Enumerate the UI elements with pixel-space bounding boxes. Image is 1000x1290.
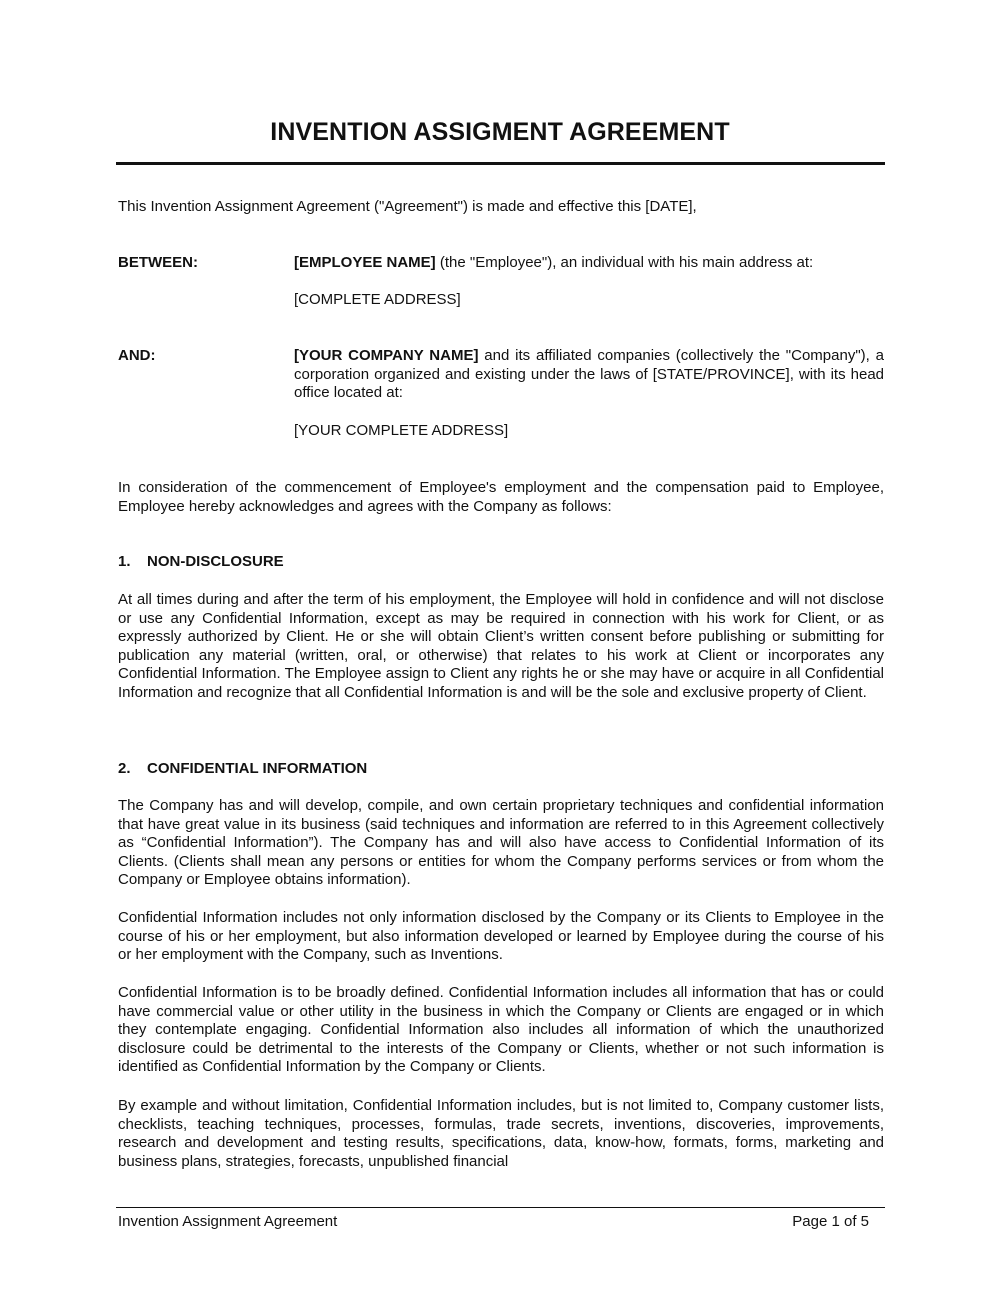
confidential-paragraph-2: Confidential Information includes not only information disclosed by the Company or its Clients to Employee in the course of his or her employment, but also information developed or learned by Employee during the course of his or her employment with the Company, such as Inventions. bbox=[118, 909, 884, 964]
section-title: CONFIDENTIAL INFORMATION bbox=[147, 760, 368, 777]
employee-party-line bbox=[294, 254, 884, 273]
footer-page-number: Page 1 of 5 bbox=[792, 1213, 869, 1230]
footer-document-name: Invention Assignment Agreement bbox=[118, 1213, 338, 1230]
section-heading-confidential-information bbox=[118, 760, 367, 779]
confidential-paragraph-4: By example and without limitation, Confidential Information includes, but is not limited to, Company customer lists, checklists, teaching techniques, processes, formulas, trade secrets, inventions, discoveries, improvements, research and development and testing results, specifications, data, know-how, formats, forms, marketing and business plans, strategies, forecasts, unpublished financial bbox=[118, 1097, 884, 1170]
company-name: [YOUR COMPANY NAME] bbox=[294, 347, 479, 364]
and-label: AND: bbox=[118, 347, 156, 364]
employee-name: [EMPLOYEE NAME] bbox=[294, 254, 436, 271]
footer-divider bbox=[116, 1207, 885, 1208]
non-disclosure-paragraph: At all times during and after the term of his employment, the Employee will hold in confidence and will not disclose or use any Confidential Information, except as may be required in connection with his work for Client, or as expressly authorized by Client. He or she will obtain Client’s written consent before publishing or submitting for publication any material (written, oral, or otherwise) that relates to his work at Client or incorporates any Confidential Information. The Employee assign to Client any rights he or she may have or acquire in all Confidential Information and recognize that all Confidential Information is and will be the sole and exclusive property of Client. bbox=[118, 591, 884, 701]
company-description: and its affiliated companies (collectively the "Company"), a corporation organized and existing under the laws of [STATE/PROVINCE], with its head office located at: bbox=[294, 347, 884, 402]
employee-address: [COMPLETE ADDRESS] bbox=[294, 291, 461, 308]
section-heading-non-disclosure bbox=[118, 553, 284, 572]
employee-description: (the "Employee"), an individual with his main address at: bbox=[435, 254, 814, 271]
confidential-paragraph-3: Confidential Information is to be broadly defined. Confidential Information includes all information that has or could have commercial value or other utility in the business in which the Company or Clients are engaged or in which they contemplate engaging. Confidential Information also includes all information of which the unauthorized disclosure could be detrimental to the interests of the Company or Clients, whether or not such information is identified as Confidential Information by the Company or Clients. bbox=[118, 984, 884, 1076]
between-label: BETWEEN: bbox=[118, 254, 198, 271]
confidential-paragraph-1: The Company has and will develop, compile, and own certain proprietary techniques and confidential information that have great value in its business (said techniques and information are referred to in this Agreement collectively as “Confidential Information”). The Company has and will also have access to Confidential Information of its Clients. (Clients shall mean any persons or entities for whom the Company performs services or from whom the Company or Employee obtains information). bbox=[118, 797, 884, 889]
section-title: NON-DISCLOSURE bbox=[147, 553, 284, 570]
company-party-paragraph bbox=[294, 347, 884, 403]
consideration-paragraph: In consideration of the commencement of Employee's employment and the compensation paid to Employee, Employee hereby acknowledges and agrees with the Company as follows: bbox=[118, 479, 884, 515]
intro-paragraph: This Invention Assignment Agreement ("Agreement") is made and effective this [DATE], bbox=[118, 198, 697, 215]
section-number: 2. bbox=[118, 760, 131, 777]
company-address: [YOUR COMPLETE ADDRESS] bbox=[294, 422, 509, 439]
section-number: 1. bbox=[118, 553, 131, 570]
document-title: INVENTION ASSIGMENT AGREEMENT bbox=[270, 118, 730, 146]
title-divider bbox=[116, 162, 885, 165]
